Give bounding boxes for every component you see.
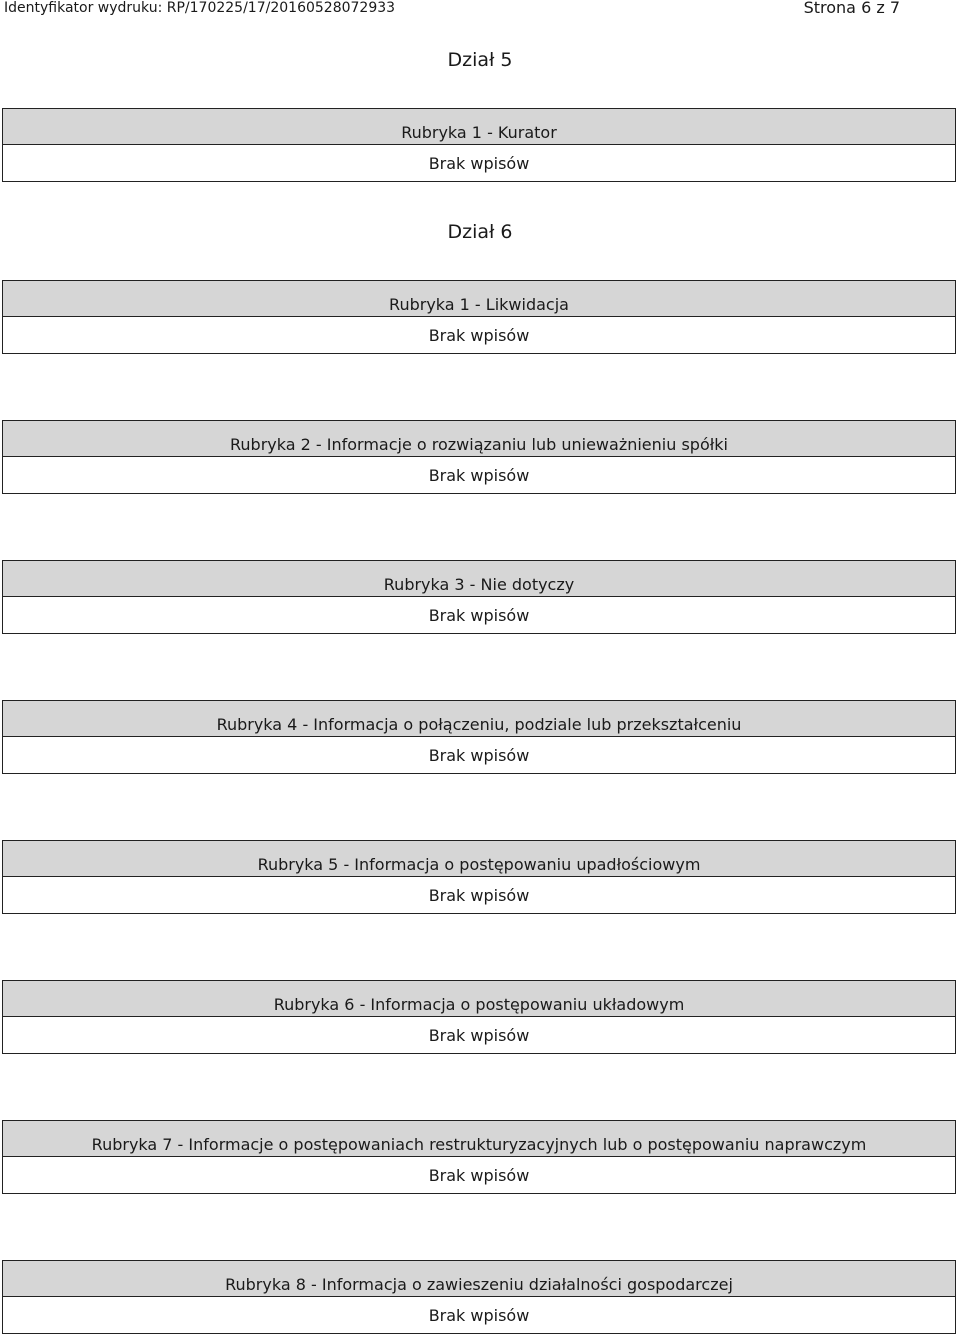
rubric-box (2, 840, 956, 914)
rubric-content: Brak wpisów (3, 877, 955, 913)
section-title-dzial-6: Dział 6 (447, 221, 513, 243)
page-number: Strona 6 z 7 (803, 0, 900, 17)
rubric-title: Rubryka 3 - Nie dotyczy (3, 561, 955, 597)
rubric-title: Rubryka 6 - Informacja o postępowaniu układowym (3, 981, 955, 1017)
rubric-content: Brak wpisów (3, 1017, 955, 1053)
rubric-box (2, 700, 956, 774)
print-identifier: Identyfikator wydruku: RP/170225/17/20160528072933 (4, 0, 396, 16)
rubric-box (2, 280, 956, 354)
rubric-title: Rubryka 8 - Informacja o zawieszeniu działalności gospodarczej (3, 1261, 955, 1297)
rubric-box (2, 1260, 956, 1334)
rubric-box (2, 1120, 956, 1194)
rubric-title: Rubryka 5 - Informacja o postępowaniu upadłościowym (3, 841, 955, 877)
rubric-content: Brak wpisów (3, 1157, 955, 1193)
rubric-content: Brak wpisów (3, 457, 955, 493)
rubric-title: Rubryka 4 - Informacja o połączeniu, podziale lub przekształceniu (3, 701, 955, 737)
rubric-content: Brak wpisów (3, 145, 955, 181)
rubric-content: Brak wpisów (3, 317, 955, 353)
rubric-content: Brak wpisów (3, 1297, 955, 1333)
rubric-content: Brak wpisów (3, 597, 955, 633)
rubric-box (2, 420, 956, 494)
rubric-title: Rubryka 2 - Informacje o rozwiązaniu lub unieważnieniu spółki (3, 421, 955, 457)
rubric-box (2, 980, 956, 1054)
rubric-box (2, 560, 956, 634)
rubric-title: Rubryka 1 - Kurator (3, 109, 955, 145)
rubric-content: Brak wpisów (3, 737, 955, 773)
rubric-box (2, 108, 956, 182)
section-title-dzial-5: Dział 5 (447, 49, 513, 71)
rubric-title: Rubryka 1 - Likwidacja (3, 281, 955, 317)
rubric-title: Rubryka 7 - Informacje o postępowaniach restrukturyzacyjnych lub o postępowaniu naprawczym (3, 1121, 955, 1157)
